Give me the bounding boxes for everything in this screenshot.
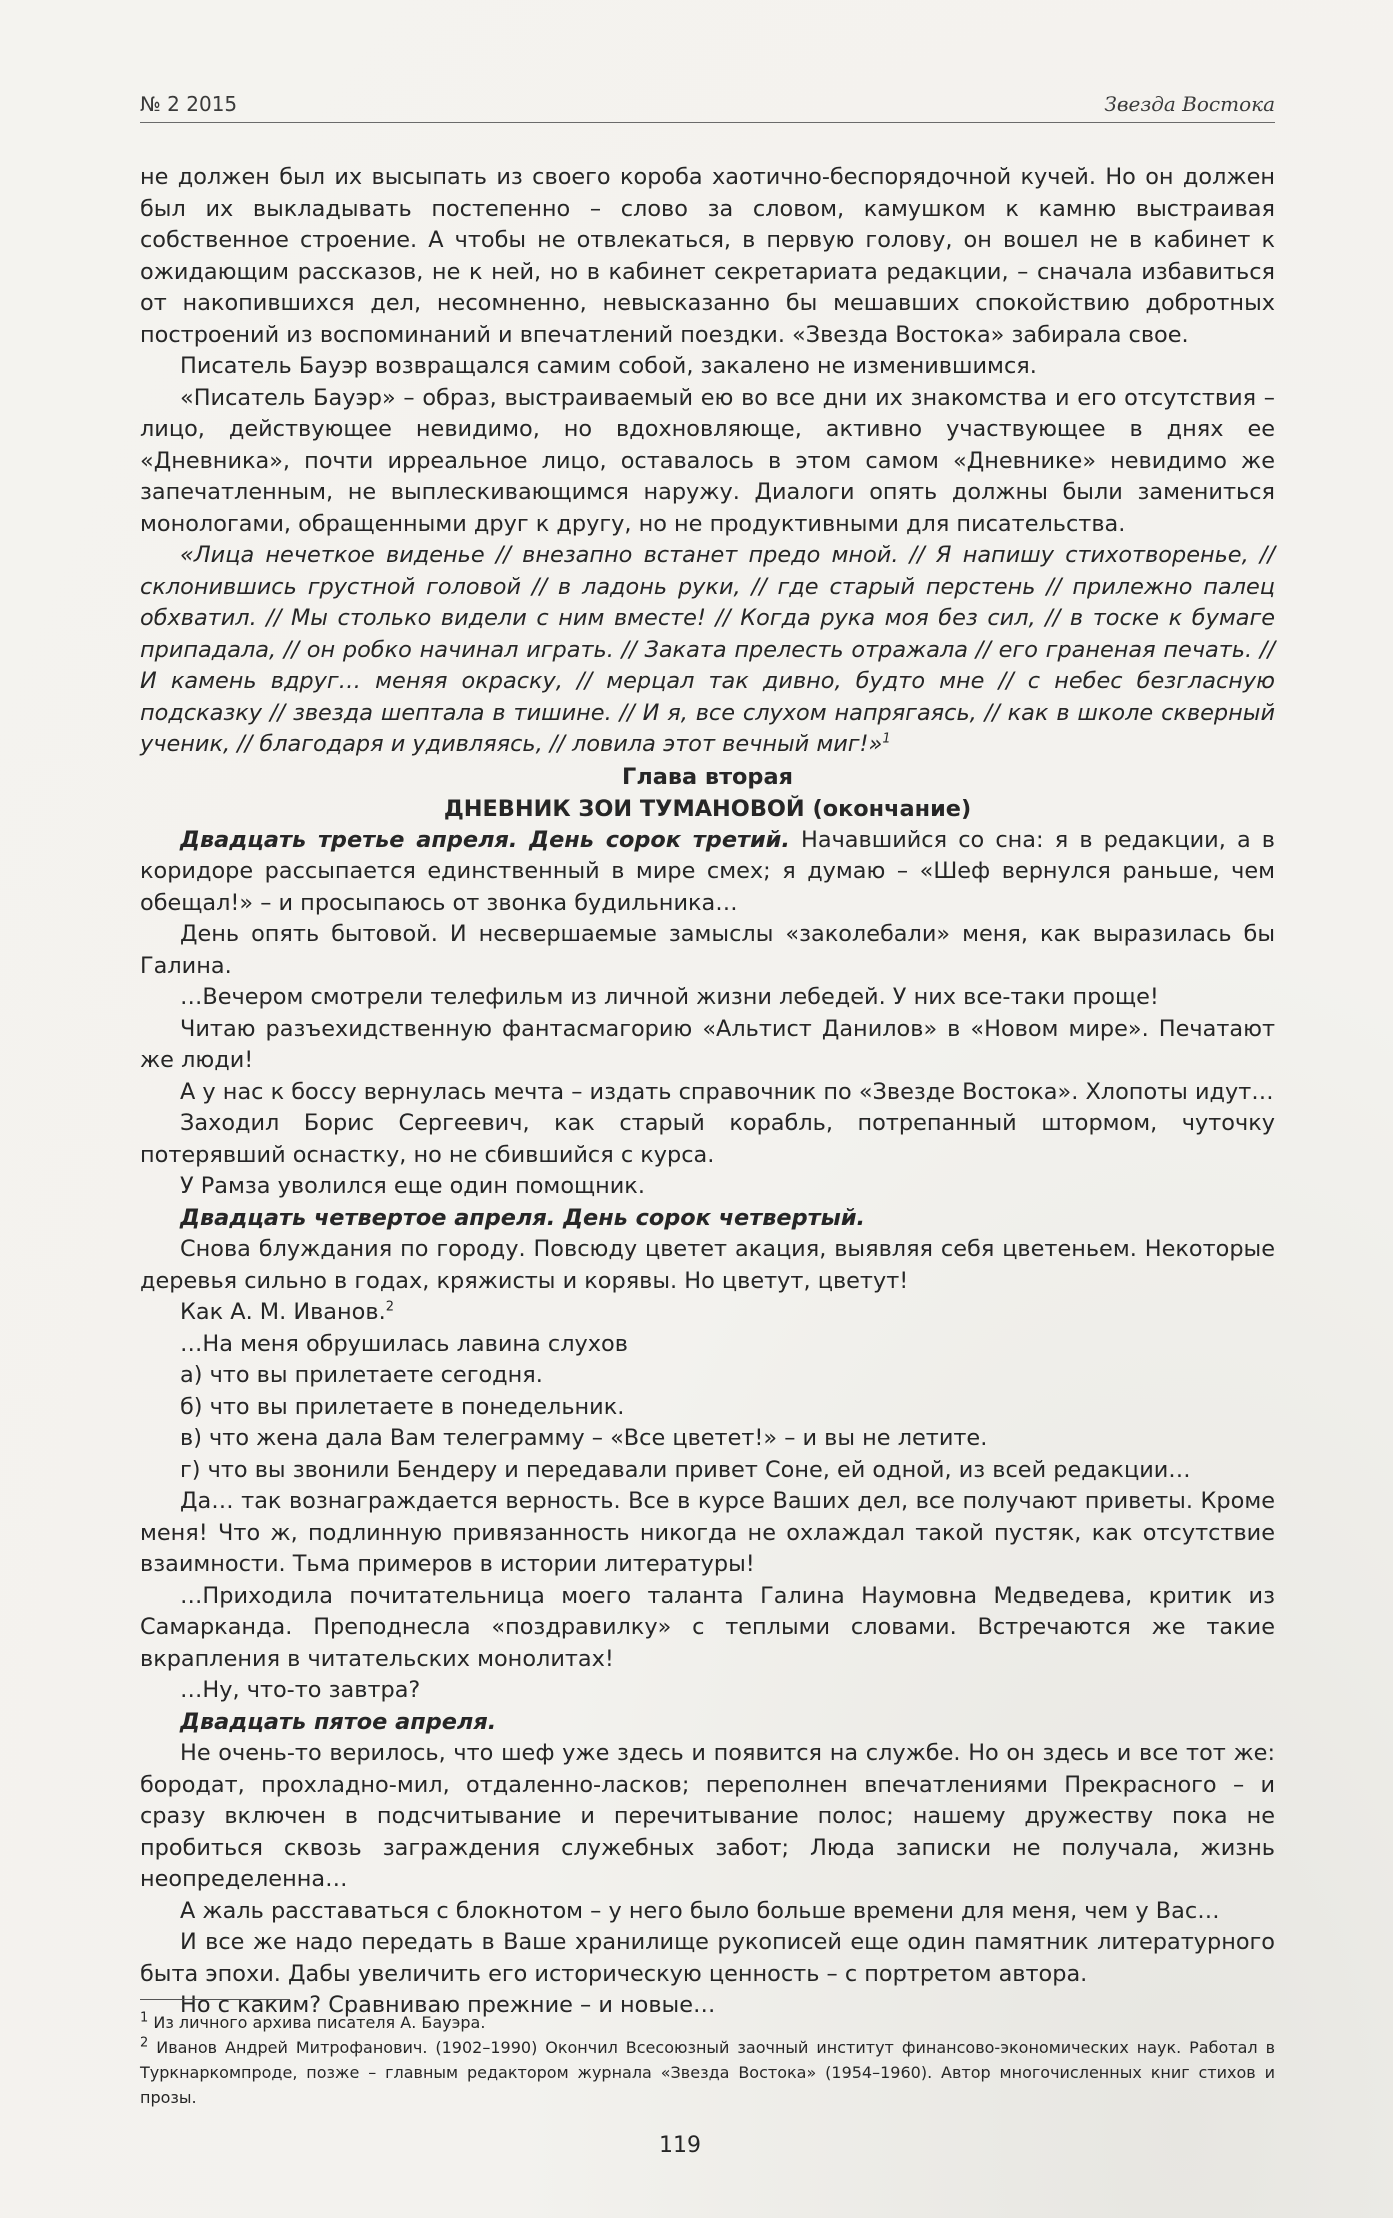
paragraph: Да… так вознаграждается верность. Все в курсе Ваших дел, все получают приветы. Кроме меня! Что ж, подлинную привязанность никогда не охлаждал такой пустяк, как отсутствие взаимности. Тьма примеров в истории литературы! <box>140 1488 1275 1577</box>
list-item: б) что вы прилетаете в понедельник. <box>180 1393 625 1420</box>
paragraph: И все же надо передать в Ваше хранилище рукописей еще один памятник литературного быта эпохи. Дабы увеличить его историческую ценность – с портретом автора. <box>140 1929 1275 1987</box>
article-body <box>140 162 1275 2022</box>
list-item: в) что жена дала Вам телеграмму – «Все цветет!» – и вы не летите. <box>180 1425 988 1451</box>
paragraph: У Рамза уволился еще один помощник. <box>180 1173 645 1199</box>
chapter-title: ДНЕВНИК ЗОИ ТУМАНОВОЙ (окончание) <box>443 795 972 822</box>
poem-text: «Лица нечеткое виденье // внезапно встанет предо мной. // Я напишу стихотворенье, // склонившись грустной головой // в ладонь руки, // где старый перстень // прилежно палец обхватил. // Мы столько видели с ним вместе! // Когда рука моя без сил, // в тоске к бумаге припадала, // он робко начинал играть. // Заката прелесть отражала // его граненая печать. // И камень вдруг… меняя окраску, // мерцал так дивно, будто мне // с небес безгласную подсказку // звезда шептала в тишине. // И я, все слухом напрягаясь, // как в школе скверный ученик, // благодаря и удивляясь, // ловила этот вечный миг!» <box>140 542 1275 757</box>
diary-entry <box>140 825 1275 920</box>
footnote-ref: 2 <box>385 1299 394 1315</box>
journal-title: Звезда Востока <box>1104 92 1275 116</box>
paragraph: А жаль расставаться с блокнотом – у него было больше времени для меня, чем у Вас… <box>180 1897 1220 1924</box>
paragraph: …На меня обрушилась лавина слухов <box>180 1330 628 1357</box>
paragraph: Не очень-то верилось, что шеф уже здесь и появится на службе. Но он здесь и все тот же: бородат, прохладно-мил, отдаленно-ласков; переполнен впечатлениями Прекрасного – и сразу включен в подсчитывание и перечитывание полос; нашему дружеству пока не пробиться сквозь заграждения служебных забот; Люда записки не получала, жизнь неопределенна… <box>140 1740 1275 1892</box>
running-header <box>140 88 1275 123</box>
footnote-mark: 1 <box>140 2010 149 2026</box>
diary-entry <box>140 1707 1275 1739</box>
paragraph: …Приходила почитательница моего таланта Галина Наумовна Медведева, критик из Самарканда. Преподнесла «поздравилку» с теплыми словами. Встречаются же такие вкрапления в читательских монолитах! <box>140 1582 1275 1672</box>
paragraph: День опять бытовой. И несвершаемые замыслы «заколебали» меня, как выразилась бы Галина. <box>140 921 1275 979</box>
paragraph: не должен был их высыпать из своего короба хаотично-беспорядочной кучей. Но он должен был их выкладывать постепенно – слово за словом, камушком к камню выстраивая собственное строение. А чтобы не отвлекаться, в первую голову, он вошел не в кабинет к ожидающим рассказов, не к ней, но в кабинет секретариата редакции, – сначала избавиться от накопившихся дел, несомненно, невысказанно бы мешавших спокойствию добротных построений из воспоминаний и впечатлений поездки. «Звезда Востока» забирала свое. <box>140 164 1275 348</box>
entry-date: Двадцать пятое апреля. <box>180 1708 497 1735</box>
paragraph: А у нас к боссу вернулась мечта – издать справочник по «Звезде Востока». Хлопоты идут… <box>180 1078 1274 1105</box>
poem-quote <box>140 540 1275 761</box>
entry-date: Двадцать третье апреля. День сорок третий. <box>180 826 790 853</box>
paragraph: …Вечером смотрели телефильм из личной жизни лебедей. У них все-таки проще! <box>180 984 1159 1010</box>
entry-text: Начавшийся со сна: я в редакции, а в коридоре рассыпается единственный в мире смех; я думаю – «Шеф вернулся раньше, чем обещал!» – и просыпаюсь от звонка будильника… <box>140 826 1276 916</box>
list-item: г) что вы звонили Бендеру и передавали привет Соне, ей одной, из всей редакции… <box>180 1456 1191 1483</box>
paragraph: Снова блуждания по городу. Повсюду цветет акация, выявляя себя цветеньем. Некоторые деревья сильно в годах, кряжисты и корявы. Но цветут, цветут! <box>140 1236 1275 1294</box>
footnote-mark: 2 <box>140 2035 149 2051</box>
list-item: а) что вы прилетаете сегодня. <box>180 1362 543 1388</box>
footnotes <box>140 2010 1275 2110</box>
entry-date: Двадцать четвертое апреля. День сорок четвертый. <box>180 1204 866 1231</box>
rumor-list <box>140 1360 1275 1486</box>
paragraph: «Писатель Бауэр» – образ, выстраиваемый ею во все дни их знакомства и его отсутствия – лицо, действующее невидимо, но вдохновляюще, активно участвующее в днях ее «Дневника», почти ирреальное лицо, оставалось в этом самом «Дневнике» невидимо же запечатленным, не выплескивающимся наружу. Диалоги опять должны были замениться монологами, обращенными друг к другу, но не продуктивными для писательства. <box>140 384 1275 537</box>
paragraph: …Ну, что-то завтра? <box>180 1677 421 1703</box>
paragraph: Читаю разъехидственную фантасмагорию «Альтист Данилов» в «Новом мире». Печатают же люди! <box>140 1015 1275 1073</box>
page-number <box>644 2122 716 2170</box>
footnote <box>140 2010 1275 2035</box>
footnote-divider <box>140 1999 290 2000</box>
paragraph: Заходил Борис Сергеевич, как старый корабль, потрепанный штормом, чуточку потерявший оснастку, но не сбившийся с курса. <box>140 1110 1275 1168</box>
footnote <box>140 2035 1275 2110</box>
footnote-ref: 1 <box>882 731 891 747</box>
page-number-text: 119 <box>659 2133 701 2158</box>
diary-entry <box>140 1203 1275 1235</box>
footnote-text: Из личного архива писателя А. Бауэра. <box>148 2013 486 2032</box>
paragraph: Но с каким? Сравниваю прежние – и новые… <box>180 1992 716 2018</box>
paragraph-text: Как А. М. Иванов. <box>180 1299 386 1325</box>
chapter-label: Глава вторая <box>622 763 793 790</box>
paragraph: Писатель Бауэр возвращался самим собой, закалено не изменившимся. <box>180 353 1037 379</box>
issue-number: № 2 2015 <box>140 92 238 116</box>
footnote-text: Иванов Андрей Митрофанович. (1902–1990) Окончил Всесоюзный заочный институт финансово-экономических наук. Работал в Туркнаркомпроде, позже – главным редактором журнала «Звезда Востока» (1954–1960). Автор многочисленных книг стихов и прозы. <box>140 2038 1275 2107</box>
paragraph <box>140 1297 1275 1329</box>
